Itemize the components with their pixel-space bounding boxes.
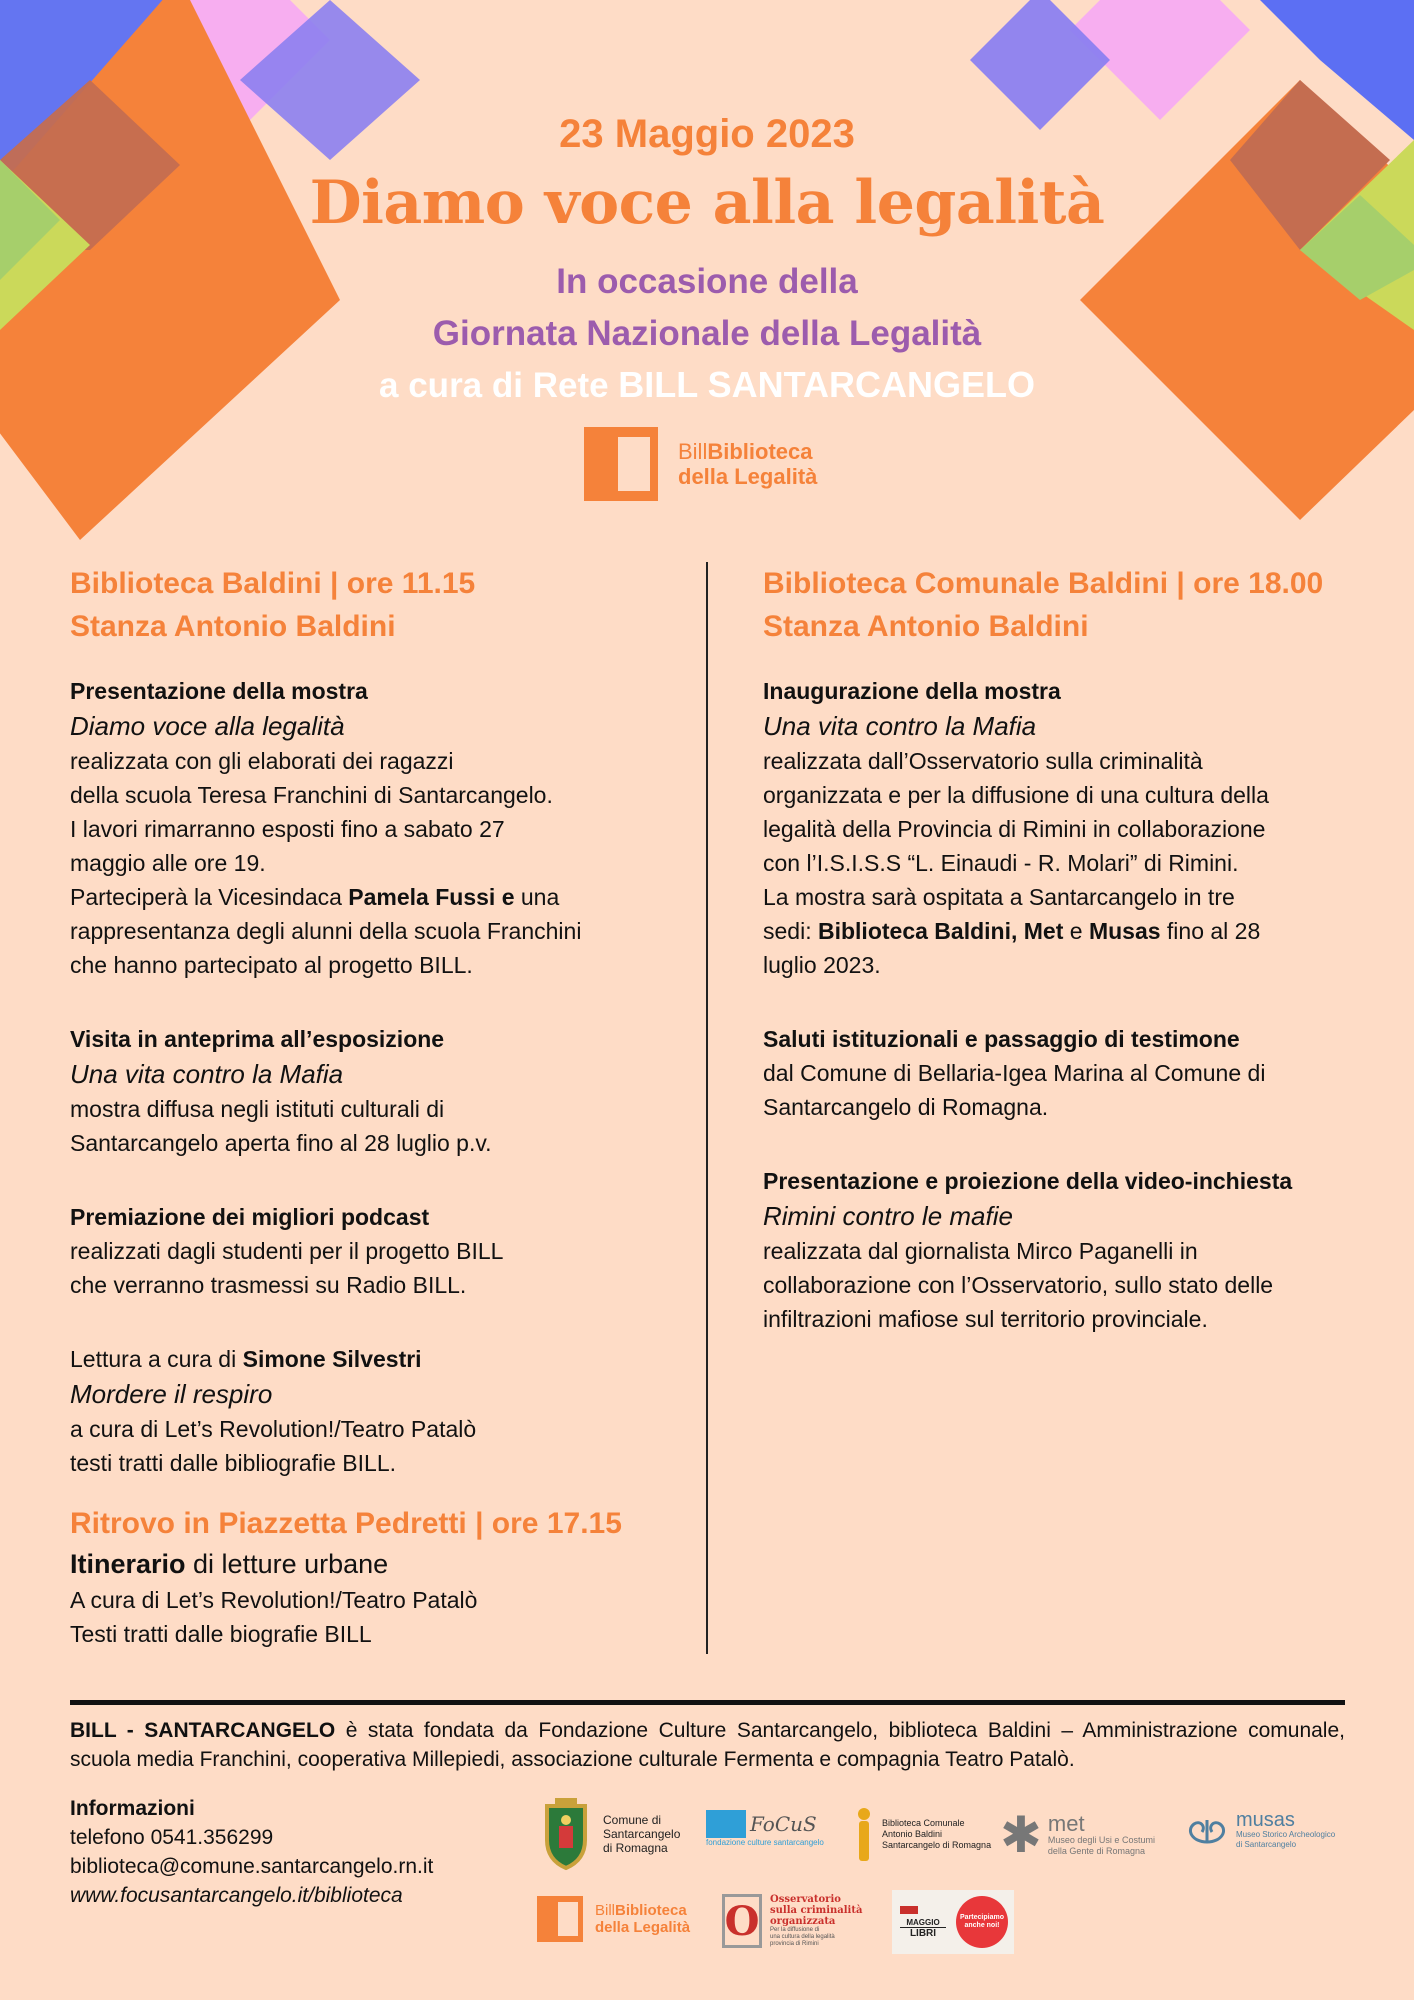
info-title: Informazioni xyxy=(70,1797,195,1820)
focus-sub: fondazione culture santarcangelo xyxy=(706,1838,824,1847)
met-l2: della Gente di Romagna xyxy=(1047,1846,1145,1856)
oss-text xyxy=(770,1894,862,1948)
left-b1-text-5 xyxy=(70,880,690,914)
musas-text xyxy=(1236,1810,1335,1850)
network-name: BILL SANTARCANGELO xyxy=(618,364,1035,405)
bill2-w2: Biblioteca xyxy=(615,1902,687,1919)
subtitle-prefix: a cura di Rete xyxy=(379,366,619,405)
left-b4-italic: Mordere il respiro xyxy=(70,1379,273,1409)
partecipiamo-badge xyxy=(956,1896,1008,1948)
right-b3-text-1: realizzata dal giornalista Mirco Paganelli in xyxy=(763,1238,1198,1264)
left-b4-prefix: Lettura a cura di xyxy=(70,1346,243,1372)
right-b1-text-3: legalità della Provincia di Rimini in collaborazione xyxy=(763,816,1266,842)
logo-maggio-libri xyxy=(892,1890,1014,1954)
right-b1-6c: e xyxy=(1063,918,1089,944)
info-phone: telefono 0541.356299 xyxy=(70,1826,274,1849)
right-block-greetings xyxy=(763,1022,1363,1124)
left-block-itinerary xyxy=(70,1502,690,1651)
oss-s2: una cultura della legalità xyxy=(770,1934,835,1940)
right-b2-title: Saluti istituzionali e passaggio di testimone xyxy=(763,1026,1240,1052)
left-b4-strong: Simone Silvestri xyxy=(242,1346,422,1372)
maggio-red-mark xyxy=(900,1906,918,1914)
event-date: 23 Maggio 2023 xyxy=(559,112,855,156)
logo-comune xyxy=(537,1796,680,1872)
biblioteca-word: Biblioteca xyxy=(707,439,813,464)
focus-mark: FoCuS xyxy=(750,1812,817,1836)
oss-l3: organizzata xyxy=(770,1916,836,1927)
right-b2-text-2: Santarcangelo di Romagna. xyxy=(763,1094,1049,1120)
left-b5-rest: di letture urbane xyxy=(185,1549,389,1579)
right-b3-text-2: collaborazione con l’Osservatorio, sullo stato delle xyxy=(763,1272,1274,1298)
footer-text: è stata fondata da Fondazione Culture Santarcangelo, biblioteca Baldini – Amministrazione comunale, scuola media Franchini, cooperativa Millepiedi, associazione culturale Fermenta e compagnia Teatro Patalò. xyxy=(70,1719,1345,1771)
left-b1-text-2: della scuola Teresa Franchini di Santarcangelo. xyxy=(70,782,553,808)
musas-l1: Museo Storico Archeologico xyxy=(1236,1830,1336,1839)
right-b1-6e: fino al 28 xyxy=(1160,918,1261,944)
right-block-video xyxy=(763,1164,1363,1336)
focus-mark-row xyxy=(706,1810,817,1838)
bill-logo-text xyxy=(678,439,817,489)
left-b3-title: Premiazione dei migliori podcast xyxy=(70,1204,430,1230)
met-l1: Museo degli Usi e Costumi xyxy=(1047,1835,1155,1845)
right-b1-italic: Una vita contro la Mafia xyxy=(763,711,1037,741)
logo-met xyxy=(1000,1807,1155,1863)
legalita-word: della Legalità xyxy=(678,464,818,489)
right-b1-6d: Musas xyxy=(1088,918,1161,944)
bib-l1: Biblioteca Comunale xyxy=(882,1817,965,1828)
left-b4-line xyxy=(70,1342,690,1376)
bib-l2: Antonio Baldini xyxy=(882,1828,943,1839)
bill-word: Bill xyxy=(678,439,708,464)
contact-info xyxy=(70,1794,433,1910)
oss-l1: Osservatorio xyxy=(770,1894,841,1905)
part-l1: Partecipiamo xyxy=(960,1914,1004,1921)
oss-l2: sulla criminalità xyxy=(770,1905,863,1916)
statue-icon xyxy=(856,1806,872,1862)
met-title: met xyxy=(1047,1811,1085,1836)
info-website[interactable]: www.focusantarcangelo.it/biblioteca xyxy=(70,1884,403,1907)
logo-osservatorio xyxy=(722,1894,862,1948)
left-heading-1: Biblioteca Baldini | ore 11.15 xyxy=(70,567,476,600)
right-b1-text-5: La mostra sarà ospitata a Santarcangelo in tre xyxy=(763,884,1235,910)
right-b1-text-4: con l’I.S.I.S.S “L. Einaudi - R. Molari” di Rimini. xyxy=(763,850,1239,876)
right-column xyxy=(763,562,1363,1336)
left-b2-title: Visita in anteprima all’esposizione xyxy=(70,1026,445,1052)
maggio-l1: MAGGIO xyxy=(906,1917,940,1927)
left-b1-title: Presentazione della mostra xyxy=(70,678,368,704)
coat-of-arms-icon xyxy=(537,1796,595,1872)
bib-l3: Santarcangelo di Romagna xyxy=(882,1839,992,1850)
met-text xyxy=(1048,1813,1155,1857)
subtitle-line-3 xyxy=(0,364,1414,406)
left-b2-text-2: Santarcangelo aperta fino al 28 luglio p.v. xyxy=(70,1130,492,1156)
left-b1-text-7: che hanno partecipato al progetto BILL. xyxy=(70,952,473,978)
left-b1-italic: Diamo voce alla legalità xyxy=(70,711,345,741)
left-b4-text-2: testi tratti dalle bibliografie BILL. xyxy=(70,1450,397,1476)
left-b2-text-1: mostra diffusa negli istituti culturali di xyxy=(70,1096,445,1122)
bill2-text xyxy=(595,1902,690,1936)
left-block-preview xyxy=(70,1022,690,1160)
osservatorio-o-icon: O xyxy=(722,1894,762,1948)
left-block-podcast xyxy=(70,1200,690,1302)
left-b3-text-2: che verranno trasmessi su Radio BILL. xyxy=(70,1272,467,1298)
musas-title: musas xyxy=(1236,1809,1295,1831)
subtitle-line-2: Giornata Nazionale della Legalità xyxy=(432,314,982,353)
left-b1-text-5b: Pamela Fussi e xyxy=(348,884,515,910)
asterisk-icon: ✱ xyxy=(1000,1807,1042,1863)
left-b2-italic: Una vita contro la Mafia xyxy=(70,1059,344,1089)
left-b1-text-6: rappresentanza degli alunni della scuola Franchini xyxy=(70,918,582,944)
left-b1-text-1: realizzata con gli elaborati dei ragazzi xyxy=(70,748,454,774)
comune-text xyxy=(603,1813,680,1855)
left-block-reading xyxy=(70,1342,690,1480)
musas-l2: di Santarcangelo xyxy=(1236,1840,1297,1849)
right-heading-2: Stanza Antonio Baldini xyxy=(763,610,1089,643)
oss-s1: Per la diffusione di xyxy=(770,1927,820,1933)
maggio-block xyxy=(900,1906,946,1939)
right-b3-text-3: infiltrazioni mafiose sul territorio provinciale. xyxy=(763,1306,1208,1332)
maggio-l2: LIBRI xyxy=(900,1927,946,1939)
left-b1-text-5c: una xyxy=(514,884,560,910)
focus-mark-block xyxy=(706,1810,746,1838)
bill-logo xyxy=(584,427,817,501)
left-b1-text-5a: Parteciperà la Vicesindaca xyxy=(70,884,349,910)
ornament-icon xyxy=(1182,1812,1232,1848)
right-b1-text-7: luglio 2023. xyxy=(763,952,881,978)
footer-rule xyxy=(70,1700,1345,1705)
bill2-w1: Bill xyxy=(595,1902,616,1919)
comune-l3: di Romagna xyxy=(603,1841,668,1855)
subtitle-line-1: In occasione della xyxy=(556,262,858,301)
logo-biblioteca-baldini xyxy=(856,1806,991,1862)
right-decoration xyxy=(970,0,1414,520)
footer-description xyxy=(70,1716,1345,1774)
right-b1-text-2: organizzata e per la diffusione di una cultura della xyxy=(763,782,1269,808)
logo-musas xyxy=(1182,1810,1335,1850)
event-title: Diamo voce alla legalità xyxy=(309,168,1105,238)
left-b5-text-2: Testi tratti dalle biografie BILL xyxy=(70,1621,372,1647)
left-b1-text-3: I lavori rimarranno esposti fino a sabato 27 xyxy=(70,816,505,842)
right-b1-text-6 xyxy=(763,914,1363,948)
comune-l1: Comune di xyxy=(603,1813,662,1827)
left-block-exhibition xyxy=(70,674,690,982)
comune-l2: Santarcangelo xyxy=(603,1827,681,1841)
right-heading-1: Biblioteca Comunale Baldini | ore 18.00 xyxy=(763,567,1324,600)
oss-s3: provincia di Rimini xyxy=(770,1941,819,1947)
left-b1-text-4: maggio alle ore 19. xyxy=(70,850,266,876)
bill-book-icon xyxy=(584,427,658,501)
left-b5-text-1: A cura di Let’s Revolution!/Teatro Patalò xyxy=(70,1587,478,1613)
bib-text xyxy=(882,1818,991,1851)
right-b3-italic: Rimini contro le mafie xyxy=(763,1201,1013,1231)
right-b1-text-1: realizzata dall’Osservatorio sulla criminalità xyxy=(763,748,1203,774)
left-column xyxy=(70,562,690,1651)
left-b3-text-1: realizzati dagli studenti per il progetto BILL xyxy=(70,1238,504,1264)
right-b1-6a: sedi: xyxy=(763,918,818,944)
part-l2: anche noi! xyxy=(964,1922,1000,1929)
right-b2-text-1: dal Comune di Bellaria-Igea Marina al Comune di xyxy=(763,1060,1266,1086)
footer-strong: BILL - SANTARCANGELO xyxy=(70,1719,336,1742)
right-block-inauguration xyxy=(763,674,1363,982)
right-b3-title: Presentazione e proiezione della video-inchiesta xyxy=(763,1168,1293,1194)
info-email[interactable]: biblioteca@comune.santarcangelo.rn.it xyxy=(70,1855,434,1878)
logo-focus xyxy=(706,1810,824,1847)
right-b1-title: Inaugurazione della mostra xyxy=(763,678,1061,704)
left-b5-strong: Itinerario xyxy=(70,1549,186,1579)
left-b4-text-1: a cura di Let’s Revolution!/Teatro Patalò xyxy=(70,1416,477,1442)
bill2-w3: della Legalità xyxy=(595,1919,691,1936)
left-heading-2: Stanza Antonio Baldini xyxy=(70,610,396,643)
bill-book-small-icon xyxy=(537,1896,583,1942)
logo-bill-small xyxy=(537,1896,690,1942)
left-b5-title xyxy=(70,1545,690,1583)
left-b5-heading: Ritrovo in Piazzetta Pedretti | ore 17.15 xyxy=(70,1507,622,1540)
column-divider xyxy=(706,562,708,1654)
right-b1-6b: Biblioteca Baldini, Met xyxy=(817,918,1064,944)
